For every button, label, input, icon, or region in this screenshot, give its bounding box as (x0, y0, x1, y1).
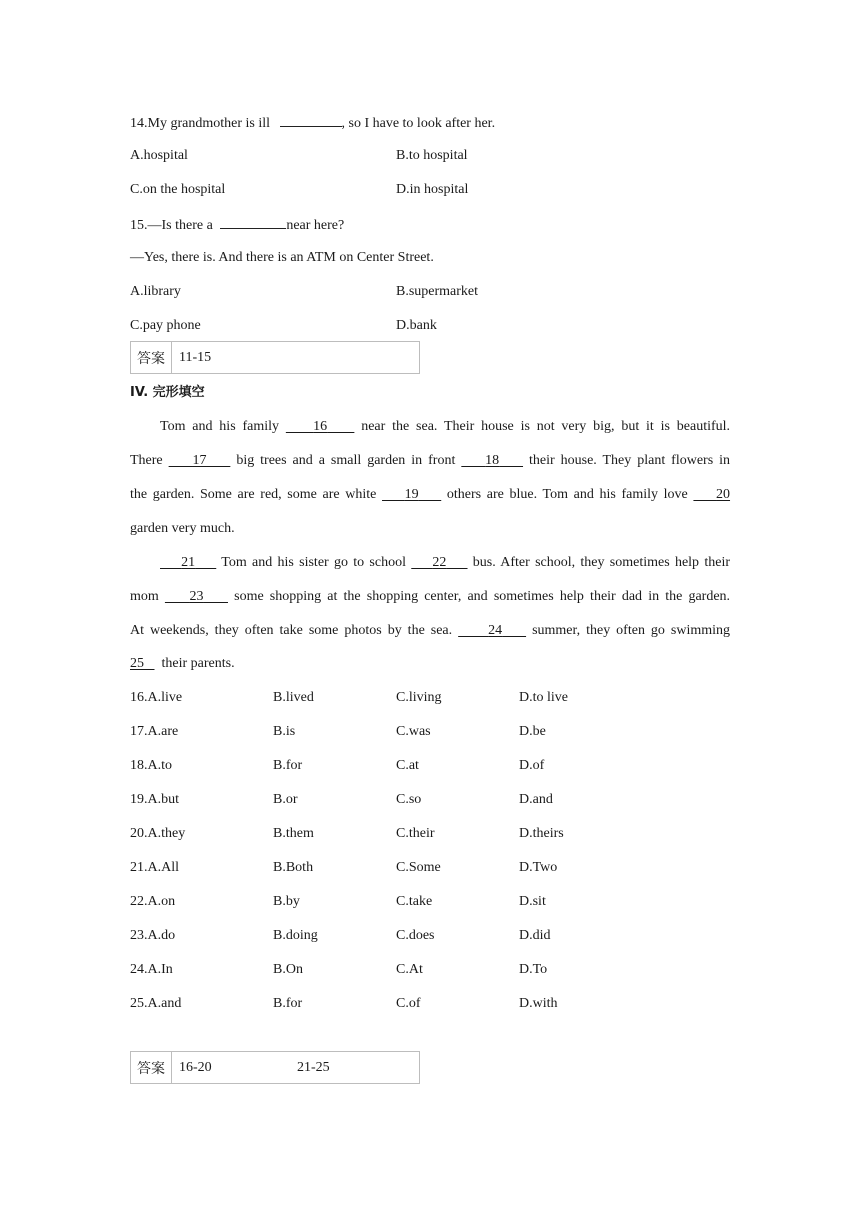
choice-option: D.To (519, 962, 548, 977)
question-14 (130, 112, 495, 132)
passage-text: At weekends, they often take some photos by the sea. (130, 623, 453, 638)
choice-row (130, 722, 730, 742)
gap-number: 16 (313, 419, 328, 434)
question-14-options-row1 (130, 146, 730, 166)
choice-row (130, 756, 730, 776)
choice-option: C.so (396, 792, 422, 807)
gap-16 (286, 419, 355, 434)
passage-text: Tom and his family (160, 419, 280, 434)
choice-option: B.for (273, 758, 303, 773)
choice-option: D.be (519, 724, 546, 739)
gap-number: 22 (432, 555, 447, 570)
passage-line: garden very much. (130, 521, 235, 536)
section-heading: IV. 完形填空 (130, 385, 205, 400)
passage-text: Tom and his sister go to school (221, 555, 406, 570)
gap-number: 23 (189, 589, 204, 604)
answer-box-16-25 (130, 1051, 420, 1084)
choice-option: B.is (273, 724, 296, 739)
gap-22 (411, 555, 467, 570)
answer-box-11-15 (130, 341, 420, 374)
choice-option: 17.A.are (130, 724, 179, 739)
choice-option: 21.A.All (130, 860, 179, 875)
choice-option: B.On (273, 962, 303, 977)
choice-option: B.by (273, 894, 300, 909)
answer-blank (220, 214, 286, 229)
choice-option: 23.A.do (130, 928, 176, 943)
choice-row (130, 994, 730, 1014)
passage-line (130, 621, 730, 641)
option-a: A.library (130, 284, 181, 299)
choice-option: D.did (519, 928, 551, 943)
choice-row (130, 824, 730, 844)
gap-number: 24 (488, 623, 503, 638)
passage-text: near the sea. Their house is not very big, but it is beautiful. (361, 419, 731, 434)
option-c: C.on the hospital (130, 182, 226, 197)
answer-range: 21-25 (297, 1059, 330, 1075)
answer-range: 11-15 (179, 349, 212, 365)
gap-19 (382, 487, 441, 502)
gap-25 (130, 656, 155, 671)
question-15-stem-end: near here? (286, 218, 345, 233)
gap-number: 19 (404, 487, 419, 502)
passage-text: the garden. Some are red, some are white (130, 487, 377, 502)
choice-option: C.Some (396, 860, 441, 875)
gap-20 (693, 487, 730, 502)
passage-line (160, 417, 730, 437)
passage-text: others are blue. Tom and his family love (446, 487, 688, 502)
gap-number: 25 (130, 656, 144, 671)
choice-option: C.at (396, 758, 419, 773)
answer-label: 答案 (131, 342, 172, 373)
choice-row (130, 926, 730, 946)
option-a: A.hospital (130, 148, 188, 163)
question-15-stem: 15.—Is there a (130, 218, 213, 233)
gap-23 (165, 589, 228, 604)
passage-line (130, 587, 730, 607)
gap-17 (169, 453, 231, 468)
choice-option: B.doing (273, 928, 318, 943)
choice-option: D.theirs (519, 826, 564, 841)
gap-number: 17 (192, 453, 207, 468)
passage-text: some shopping at the shopping center, and sometimes help their dad in the garden. (234, 589, 731, 604)
question-15-options-row2 (130, 316, 730, 336)
option-d: D.in hospital (396, 182, 469, 197)
choice-row (130, 688, 730, 708)
gap-18 (461, 453, 523, 468)
question-15-reply: —Yes, there is. And there is an ATM on Center Street. (130, 250, 434, 265)
passage-text: mom (130, 589, 159, 604)
choice-option: 24.A.In (130, 962, 173, 977)
option-b: B.supermarket (396, 284, 479, 299)
choice-option: 19.A.but (130, 792, 179, 807)
choice-option: B.or (273, 792, 298, 807)
gap-24 (458, 623, 526, 638)
question-15 (130, 214, 344, 234)
passage-line (130, 654, 235, 674)
choice-option: D.and (519, 792, 553, 807)
passage-text: summer, they often go swimming (532, 623, 731, 638)
choice-option: 16.A.live (130, 690, 183, 705)
question-14-stem: 14.My grandmother is ill (130, 116, 270, 131)
choice-option: C.living (396, 690, 442, 705)
option-d: D.bank (396, 318, 437, 333)
choice-option: C.was (396, 724, 431, 739)
answer-blank (280, 112, 342, 127)
gap-21 (160, 555, 216, 570)
choice-row (130, 790, 730, 810)
gap-number: 18 (485, 453, 500, 468)
question-14-options-row2 (130, 180, 730, 200)
choice-option: C.take (396, 894, 433, 909)
choice-option: C.of (396, 996, 421, 1011)
passage-text: There (130, 453, 163, 468)
option-b: B.to hospital (396, 148, 468, 163)
passage-line (130, 451, 730, 471)
choice-option: D.with (519, 996, 558, 1011)
answer-label: 答案 (131, 1052, 172, 1083)
question-14-stem-end: , so I have to look after her. (341, 116, 496, 131)
passage-line (160, 553, 730, 573)
choice-option: D.of (519, 758, 545, 773)
choice-row (130, 858, 730, 878)
choice-option: C.does (396, 928, 435, 943)
passage-text: their house. They plant flowers in (529, 453, 731, 468)
choice-row (130, 960, 730, 980)
choice-option: 18.A.to (130, 758, 172, 773)
choice-option: B.them (273, 826, 314, 841)
choice-option: D.Two (519, 860, 558, 875)
choice-option: 20.A.they (130, 826, 186, 841)
gap-number: 21 (181, 555, 196, 570)
question-15-options-row1 (130, 282, 730, 302)
choice-option: D.sit (519, 894, 546, 909)
passage-text: bus. After school, they sometimes help their (472, 555, 730, 570)
passage-text: big trees and a small garden in front (236, 453, 456, 468)
choice-option: C.their (396, 826, 435, 841)
option-c: C.pay phone (130, 318, 201, 333)
choice-option: 25.A.and (130, 996, 182, 1011)
passage-line (130, 485, 730, 505)
choice-row (130, 892, 730, 912)
passage-text: their parents. (161, 656, 235, 671)
choice-option: C.At (396, 962, 423, 977)
answer-range: 16-20 (179, 1059, 212, 1075)
choice-option: B.Both (273, 860, 314, 875)
choice-option: B.for (273, 996, 303, 1011)
choice-option: D.to live (519, 690, 568, 705)
choice-option: 22.A.on (130, 894, 176, 909)
choice-option: B.lived (273, 690, 314, 705)
gap-number: 20 (716, 487, 731, 502)
